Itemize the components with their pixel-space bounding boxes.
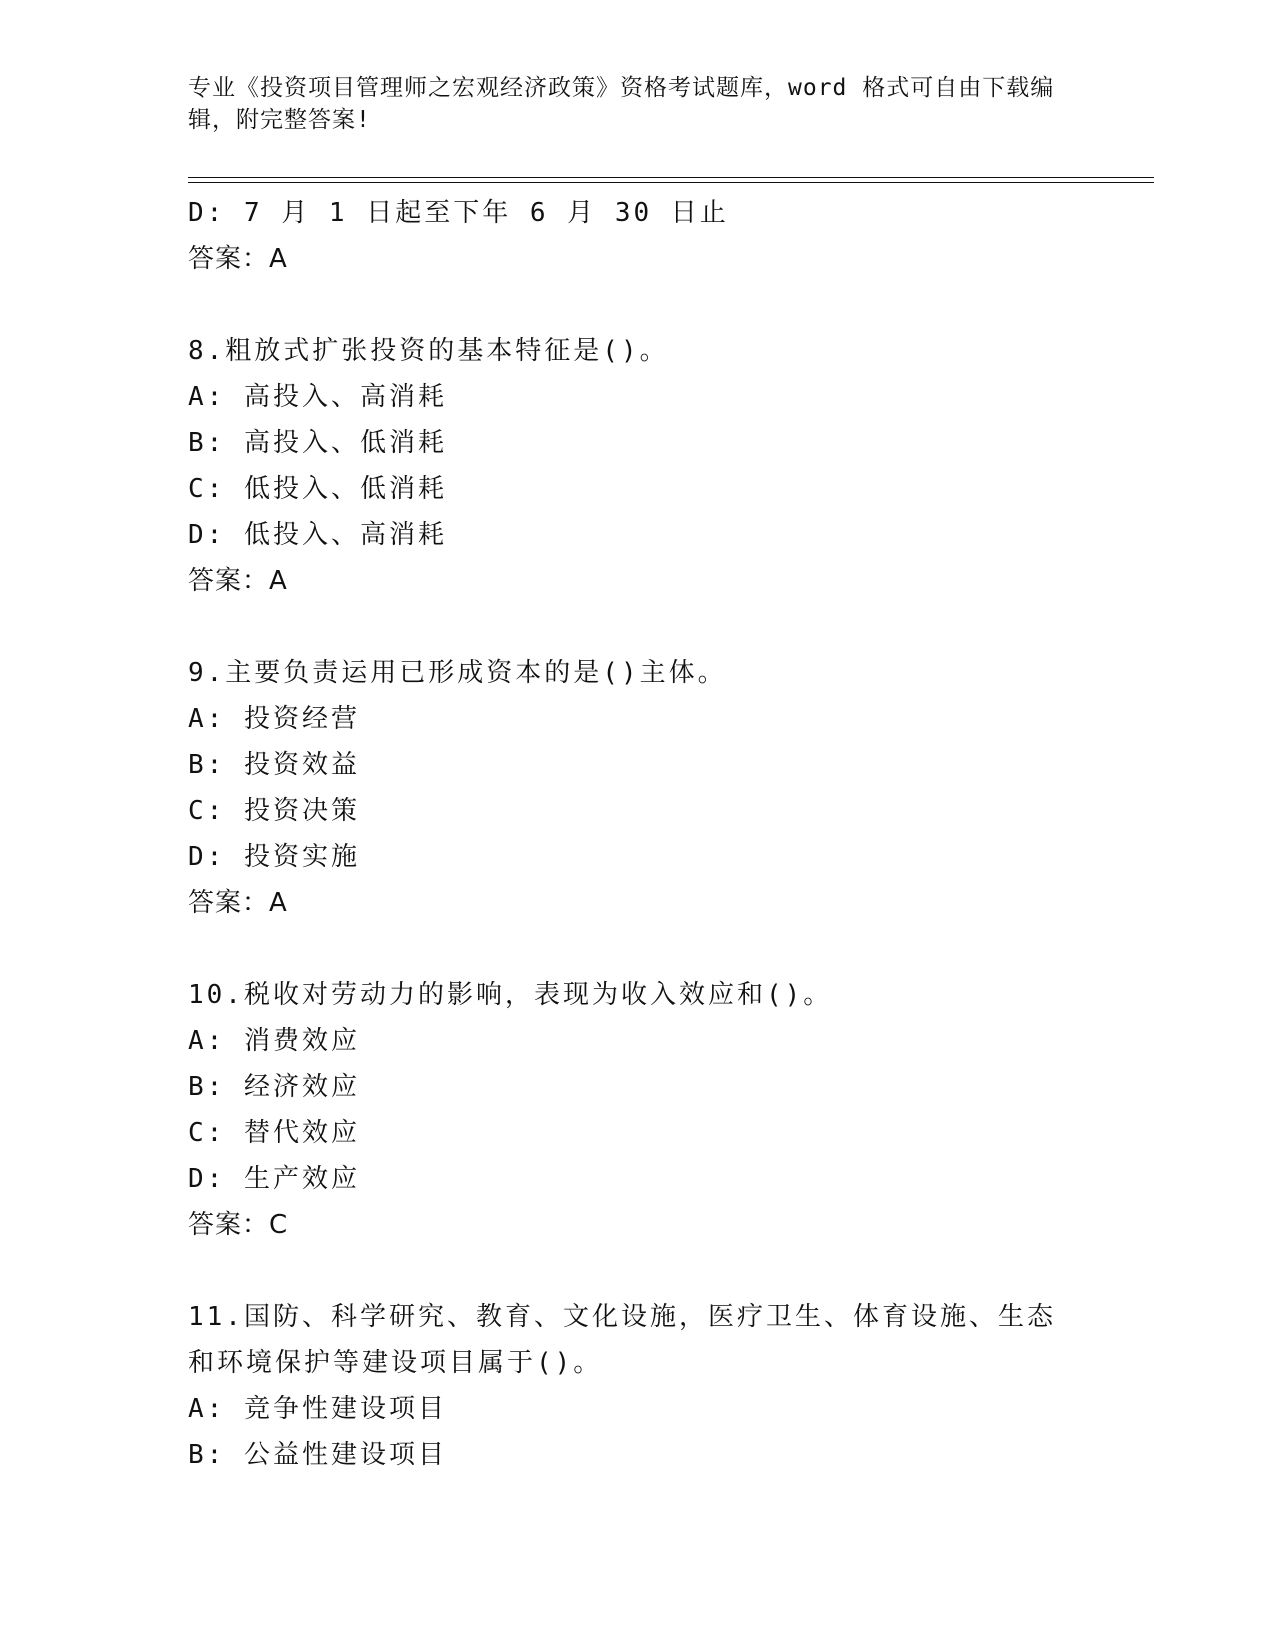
option-b: B: 投资效益 xyxy=(188,750,360,780)
option-d: D: 7 月 1 日起至下年 6 月 30 日止 xyxy=(188,198,729,228)
answer-line xyxy=(188,236,1154,282)
option-c: C: 低投入、低消耗 xyxy=(188,474,447,504)
answer-value: C xyxy=(269,1210,289,1240)
option-a: A: 高投入、高消耗 xyxy=(188,382,447,412)
question-stem: 10.税收对劳动力的影响，表现为收入效应和()。 xyxy=(188,980,833,1010)
answer-value: A xyxy=(269,888,288,918)
document-header: 专业《投资项目管理师之宏观经济政策》资格考试题库，word 格式可自由下载编辑，附完整答案! xyxy=(188,75,1055,133)
spacer xyxy=(188,604,1154,650)
question-block-9 xyxy=(188,650,1154,926)
question-stem: 9.主要负责运用已形成资本的是()主体。 xyxy=(188,658,727,688)
answer-label: 答案： xyxy=(188,566,270,596)
answer-value: A xyxy=(269,244,288,274)
spacer xyxy=(188,282,1154,328)
option-c: C: 投资决策 xyxy=(188,796,360,826)
option-a: A: 消费效应 xyxy=(188,1026,360,1056)
header-divider-bottom xyxy=(188,182,1154,183)
question-stem: 8.粗放式扩张投资的基本特征是()。 xyxy=(188,336,669,366)
option-d: D: 低投入、高消耗 xyxy=(188,520,447,550)
answer-label: 答案： xyxy=(188,888,270,918)
answer-label: 答案： xyxy=(188,244,270,274)
option-d: D: 投资实施 xyxy=(188,842,360,872)
answer-line xyxy=(188,558,1154,604)
question-block-10 xyxy=(188,972,1154,1248)
spacer xyxy=(188,1248,1154,1294)
option-b: B: 公益性建设项目 xyxy=(188,1440,447,1470)
question-block-8 xyxy=(188,328,1154,604)
option-d: D: 生产效应 xyxy=(188,1164,360,1194)
option-b: B: 高投入、低消耗 xyxy=(188,428,447,458)
answer-value: A xyxy=(269,566,288,596)
spacer xyxy=(188,926,1154,972)
header-divider-top xyxy=(188,177,1154,178)
answer-line xyxy=(188,880,1154,926)
answer-line xyxy=(188,1202,1154,1248)
answer-label: 答案： xyxy=(188,1210,270,1240)
question-block-7 xyxy=(188,190,1154,282)
question-stem: 11.国防、科学研究、教育、文化设施，医疗卫生、体育设施、生态和环境保护等建设项目属于()。 xyxy=(188,1302,1056,1378)
option-c: C: 替代效应 xyxy=(188,1118,360,1148)
question-list xyxy=(188,190,1154,1478)
option-a: A: 竞争性建设项目 xyxy=(188,1394,447,1424)
option-b: B: 经济效应 xyxy=(188,1072,360,1102)
option-a: A: 投资经营 xyxy=(188,704,360,734)
question-block-11 xyxy=(188,1294,1154,1478)
